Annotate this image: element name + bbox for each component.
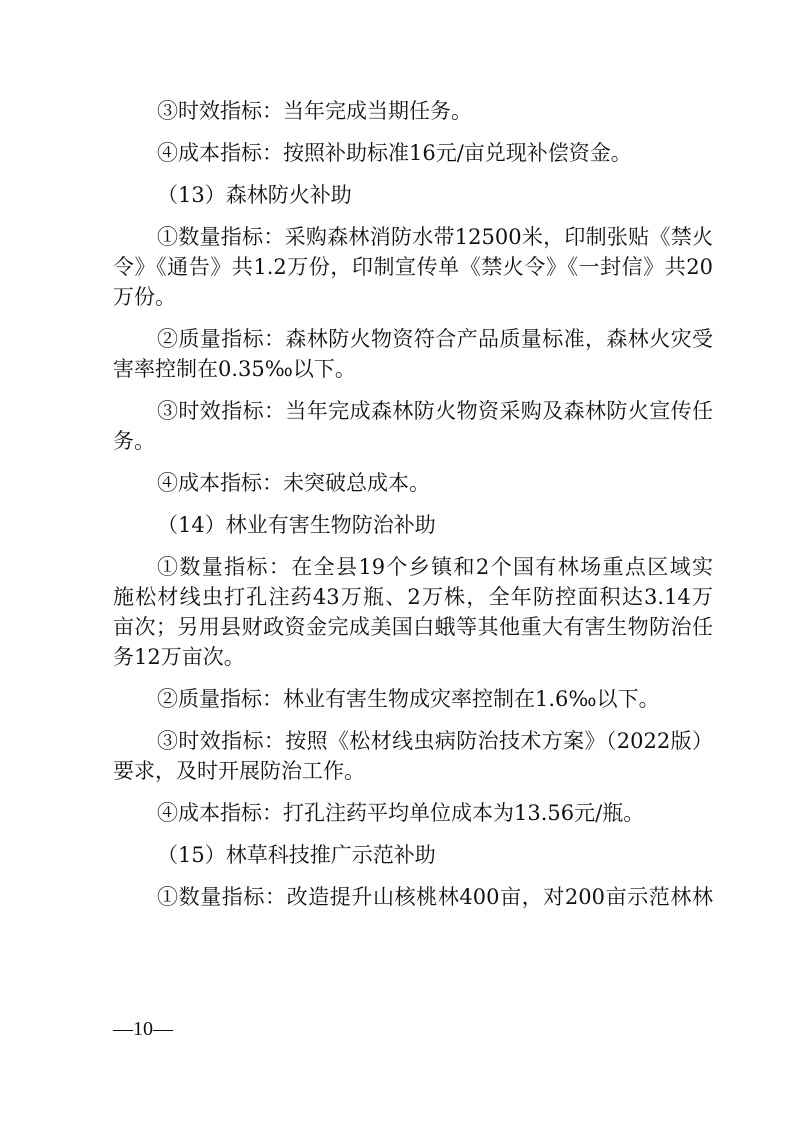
paragraph-4 xyxy=(113,222,713,312)
text-line: （14）林业有害生物防治补助 xyxy=(157,513,436,537)
text-line: 害率控制在0.35‰以下。 xyxy=(113,357,356,381)
text-line: ④成本指标：按照补助标准16元/亩兑现补偿资金。 xyxy=(157,141,632,165)
text-line: ③时效指标：按照《松材线虫病防治技术方案》（2022版） xyxy=(157,729,713,753)
section-heading-14 xyxy=(113,510,713,540)
text-line: ①数量指标：采购森林消防水带12500米，印制张贴《禁火 xyxy=(157,225,713,249)
paragraph-1 xyxy=(113,96,713,126)
text-line: ④成本指标：打孔注药平均单位成本为13.56元/瓶。 xyxy=(157,801,645,825)
text-line: 施松材线虫打孔注药43万瓶、2万株，全年防控面积达3.14万 xyxy=(113,585,713,609)
text-line: 万份。 xyxy=(113,285,176,309)
text-line: 务12万亩次。 xyxy=(113,645,245,669)
paragraph-14 xyxy=(113,882,713,912)
text-line: 务。 xyxy=(113,429,155,453)
text-line: ②质量指标：林业有害生物成灾率控制在1.6‰以下。 xyxy=(157,687,660,711)
paragraph-7 xyxy=(113,468,713,498)
paragraph-10 xyxy=(113,684,713,714)
section-heading-13 xyxy=(113,180,713,210)
paragraph-2 xyxy=(113,138,713,168)
text-line: ①数量指标：改造提升山核桃林400亩，对200亩示范林林 xyxy=(157,885,713,909)
paragraph-5 xyxy=(113,324,713,384)
text-line: 令》《通告》共1.2万份，印制宣传单《禁火令》《一封信》共20 xyxy=(113,255,713,279)
text-line: ①数量指标：在全县19个乡镇和2个国有林场重点区域实 xyxy=(157,555,713,579)
text-line: ②质量指标：森林防火物资符合产品质量标准，森林火灾受 xyxy=(157,327,713,351)
text-line: （15）林草科技推广示范补助 xyxy=(157,843,436,867)
document-body xyxy=(113,96,713,924)
paragraph-6 xyxy=(113,396,713,456)
page-number: —10— xyxy=(113,1018,173,1040)
paragraph-11 xyxy=(113,726,713,786)
text-line: ③时效指标：当年完成森林防火物资采购及森林防火宣传任 xyxy=(157,399,713,423)
text-line: ④成本指标：未突破总成本。 xyxy=(157,471,430,495)
text-line: （13）森林防火补助 xyxy=(157,183,352,207)
paragraph-9 xyxy=(113,552,713,672)
section-heading-15 xyxy=(113,840,713,870)
paragraph-12 xyxy=(113,798,713,828)
text-line: 亩次；另用县财政资金完成美国白蛾等其他重大有害生物防治任 xyxy=(113,615,713,639)
text-line: ③时效指标：当年完成当期任务。 xyxy=(157,99,472,123)
text-line: 要求，及时开展防治工作。 xyxy=(113,759,365,783)
